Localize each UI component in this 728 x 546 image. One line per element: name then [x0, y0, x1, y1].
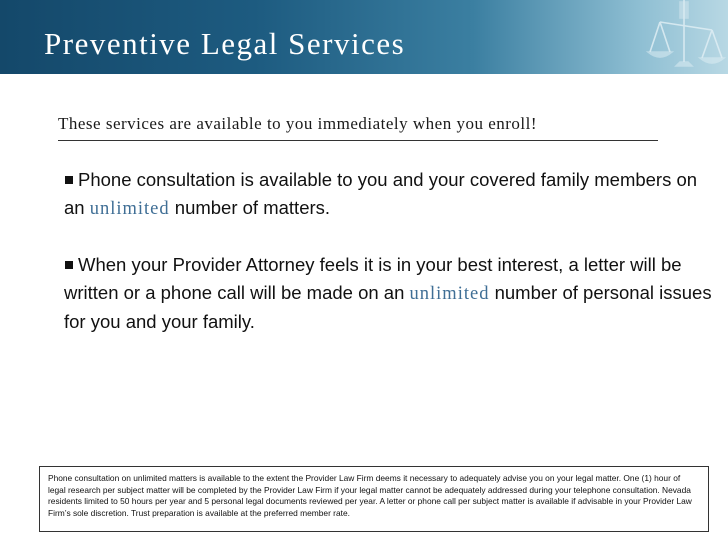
bullet-square-icon	[65, 176, 73, 184]
bullet-text: number of matters.	[169, 197, 331, 218]
list-item	[64, 166, 714, 223]
list-item	[64, 251, 714, 336]
bullet-text: Phone consultation is available to you and your covered family members on an	[64, 169, 698, 218]
disclaimer-footnote: Phone consultation on unlimited matters is available to the extent the Provider Law Firm deems it necessary to adequately advise you on your legal matter. One (1) hour of legal research per subject matter will be completed by the Provider Law Firm if your legal matter cannot be adequately addressed during your telephone consultation. Nevada residents limited to 50 hours per year and 5 personal legal documents reviewed per year. A letter or phone call per subject matter is available if advisable in your Provider Law Firm’s sole discretion. Trust preparation is available at the preferred member rate.	[39, 466, 709, 532]
bullet-square-icon	[65, 261, 73, 269]
enrollment-heading: These services are available to you immediately when you enroll!	[58, 114, 538, 133]
heading-underline	[58, 140, 658, 141]
page-title: Preventive Legal Services	[44, 26, 406, 61]
bullet-text: When your Provider Attorney feels it is in your best interest, a letter will be written or a phone call will be made on an	[64, 254, 682, 303]
services-list	[64, 166, 714, 336]
bullet-text: number of personal issues for you and your family.	[64, 282, 712, 332]
title-bar	[0, 0, 728, 74]
scales-of-justice-icon	[640, 0, 728, 74]
unlimited-highlight: unlimited	[89, 199, 170, 219]
unlimited-highlight: unlimited	[409, 284, 490, 304]
